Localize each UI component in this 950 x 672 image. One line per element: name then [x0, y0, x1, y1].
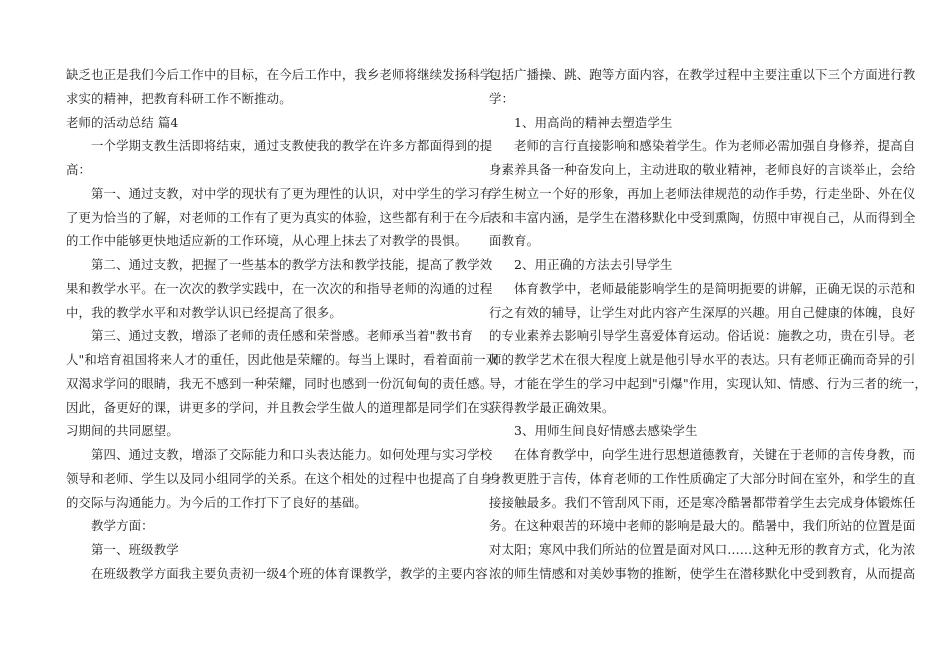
text-line: 人"和培育祖国将来人才的重任，因此他是荣耀的。每当上课时，看着面前一双	[66, 352, 499, 367]
text-line: 行之有效的辅导，让学生对此内容产生深厚的兴趣。用自己健康的体魄，良好	[489, 304, 916, 320]
text-line: 身素养具备一种奋发向上，主动进取的敬业精神，老师良好的言谈举止，会给	[489, 162, 916, 177]
text-line: 第一、通过支教，对中学的现状有了更为理性的认识，对中学生的学习有	[91, 185, 493, 201]
text-line: 务。在这种艰苦的环境中老师的影响是最大的。酷暑中，我们所站的位置是面	[489, 518, 916, 534]
text-line: 浓的师生情感和对美妙事物的推断，使学生在潜移默化中受到教育，从而提高	[489, 565, 916, 581]
text-line: 在体育教学中，向学生进行思想道德教育，关键在于老师的言传身教，而	[514, 447, 916, 462]
text-line: 导，才能在学生的学习中起到"引爆"作用，实现认知、情感、行为三者的统一，	[489, 375, 928, 391]
text-line: 接接触最多。我们不管刮风下雨，还是寒冷酷暑都带着学生去完成身体锻炼任	[489, 494, 916, 510]
text-line: 高：	[66, 162, 92, 177]
text-line: 第四、通过支教，增添了交际能力和口头表达能力。如何处理与实习学校	[91, 447, 493, 462]
text-line: 双渴求学问的眼睛，我无不感到一种荣耀，同时也感到一份沉甸甸的责任感。	[66, 375, 493, 391]
text-line: 老师的活动总结 篇4	[66, 114, 179, 130]
text-line: 了更为恰当的了解，对老师的工作有了更为真实的体验，这些都有利于在今后	[66, 209, 493, 225]
text-line: 对太阳；寒风中我们所站的位置是面对风口……这种无形的教育方式，化为浓	[489, 542, 916, 557]
text-line: 的工作中能够更快地适应新的工作环境，从心理上抹去了对教学的畏惧。	[66, 233, 468, 249]
text-line: 果和教学水平。在一次次的教学实践中，在一次次的和指导老师的沟通的过程	[66, 280, 493, 296]
text-line: 学：	[489, 90, 515, 106]
text-line: 第三、通过支教，增添了老师的责任感和荣誉感。老师承当着"教书育	[91, 328, 474, 344]
text-line: 3、用师生间良好情感去感染学生	[514, 423, 698, 439]
text-line: 体育教学中，老师最能影响学生的是简明扼要的讲解，正确无误的示范和	[514, 280, 916, 296]
text-line: 教学方面：	[91, 518, 154, 534]
text-line: 师的教学艺术在很大程度上就是他引导水平的表达。只有老师正确而奇异的引	[489, 352, 916, 367]
text-line: 第一、班级教学	[91, 542, 179, 557]
text-line: 学生树立一个好的形象，再加上老师法律规范的动作手势，行走坐卧、外在仪	[489, 185, 916, 201]
text-line: 老师的言行直接影响和感染着学生。作为老师必需加强自身修养，提高自	[514, 138, 916, 154]
text-line: 表和丰富内涵，是学生在潜移默化中受到熏陶，仿照中审视自己，从而得到全	[489, 209, 916, 225]
text-line: 2、用正确的方法去引导学生	[514, 257, 673, 272]
text-line: 面教育。	[489, 233, 540, 249]
text-line: 中，我的教学水平和对教学认识已经提高了很多。	[66, 304, 342, 320]
text-line: 因此，备更好的课，讲更多的学问，并且教会学生做人的道理都是同学们在实	[66, 399, 493, 415]
left-text-column	[66, 63, 505, 586]
text-line: 缺乏也正是我们今后工作中的目标，在今后工作中，我乡老师将继续发扬科学、	[66, 67, 505, 82]
text-line: 身教更胜于言传，体育老师的工作性质确定了大部分时间在室外，和学生的直	[489, 470, 916, 486]
text-line: 一个学期支教生活即将结束，通过支教使我的教学在许多方都面得到的提	[91, 138, 493, 154]
text-line: 第二、通过支教，把握了一些基本的教学方法和教学技能，提高了教学效	[91, 257, 493, 272]
text-line: 领导和老师、学生以及同小组同学的关系。在这个相处的过程中也提高了自身	[66, 470, 493, 486]
text-line: 获得教学最正确效果。	[489, 399, 615, 415]
text-line: 在班级教学方面我主要负责初一级4个班的体育课教学，教学的主要内容	[91, 565, 488, 581]
right-text-column	[489, 63, 928, 586]
text-line: 求实的精神，把教育科研工作不断推动。	[66, 90, 292, 106]
text-line: 习期间的共同愿望。	[66, 423, 179, 439]
text-line: 1、用高尚的精神去塑造学生	[514, 114, 673, 130]
text-line: 的专业素养去影响引导学生喜爱体育运动。俗话说：施教之功，贵在引导。老	[489, 328, 916, 344]
text-line: 的交际与沟通能力。为今后的工作打下了良好的基础。	[66, 494, 367, 510]
text-line: 包括广播操、跳、跑等方面内容，在教学过程中主要注重以下三个方面进行教	[489, 67, 916, 82]
